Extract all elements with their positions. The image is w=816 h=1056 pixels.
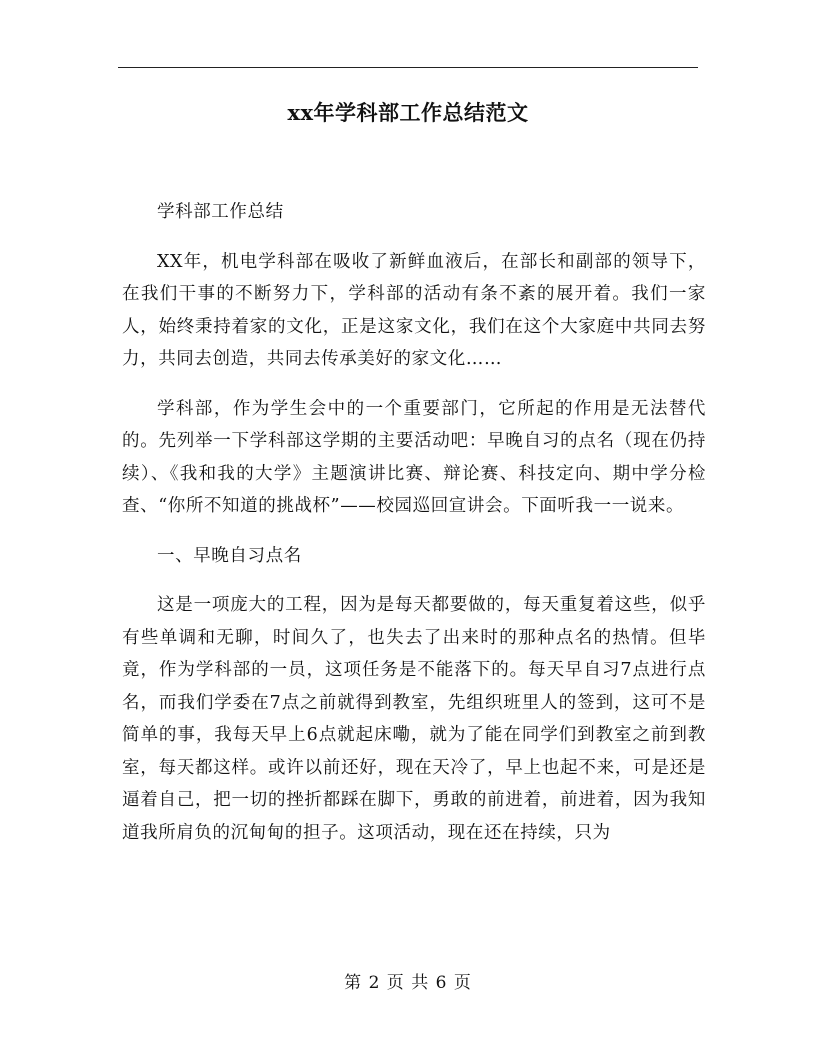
- paragraph-roll-call: 这是一项庞大的工程，因为是每天都要做的，每天重复着这些，似乎有些单调和无聊，时间久了，也失去了出来时的那种点名的热情。但毕竟，作为学科部的一员，这项任务是不能落下的。每天早自习7点进行点名，而我们学委在7点之前就得到教室，先组织班里人的签到，这可不是简单的事，我每天早上6点就起床嘞，就为了能在同学们到教室之前到教室，每天都这样。或许以前还好，现在天冷了，早上也起不来，可是还是逼着自己，把一切的挫折都踩在脚下，勇敢的前进着，前进着，因为我知道我所肩负的沉甸甸的担子。这项活动，现在还在持续，只为: [122, 595, 706, 843]
- paragraph-activities: 学科部，作为学生会中的一个重要部门，它所起的作用是无法替代的。先列举一下学科部这学期的主要活动吧：早晚自习的点名（现在仍持续）、《我和我的大学》主题演讲比赛、辩论赛、科技定向、期中学分检查、“你所不知道的挑战杯”——校园巡回宣讲会。下面听我一一说来。: [122, 398, 706, 516]
- page-number-footer: 第 2 页 共 6 页: [344, 973, 472, 993]
- header-rule: [118, 67, 698, 68]
- document-body: [122, 196, 706, 849]
- section-heading: 学科部工作总结: [157, 202, 284, 222]
- paragraph-intro: XX年，机电学科部在吸收了新鲜血液后，在部长和副部的领导下，在我们干事的不断努力下，学科部的活动有条不紊的展开着。我们一家人，始终秉持着家的文化，正是这家文化，我们在这个大家庭中共同去努力，共同去创造，共同去传承美好的家文化……: [122, 251, 706, 369]
- subsection-heading: 一、早晚自习点名: [157, 545, 302, 566]
- document-title: xx年学科部工作总结范文: [287, 100, 529, 125]
